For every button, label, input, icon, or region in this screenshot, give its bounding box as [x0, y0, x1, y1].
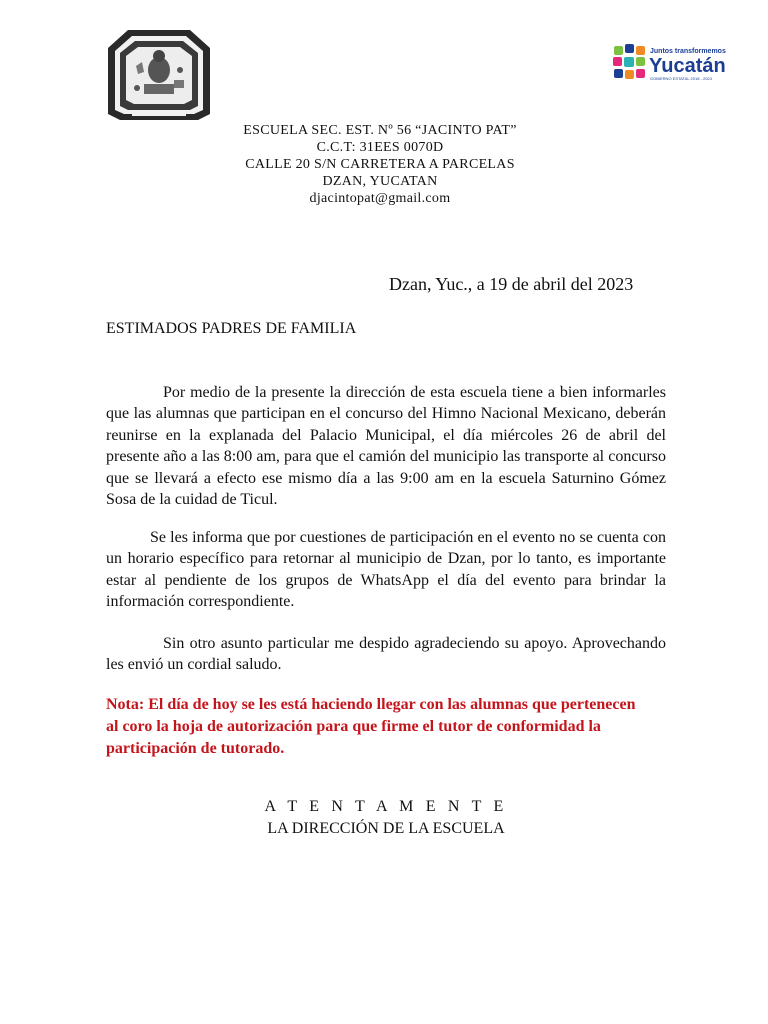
authorization-note: Nota: El día de hoy se les está haciendo llegar con las alumnas que pertenecen al coro la hoja de autorización para que firme el tutor de conformidad la participación de tutorado.	[106, 696, 636, 757]
body-paragraph-3: Sin otro asunto particular me despido agradeciendo su apoyo. Aprovechando les envió un cordial saludo.	[106, 635, 666, 674]
closing-signature: LA DIRECCIÓN DE LA ESCUELA	[267, 820, 505, 837]
svg-text:GOBIERNO ESTATAL 2018 - 2024: GOBIERNO ESTATAL 2018 - 2024	[650, 76, 712, 81]
svg-text:Juntos transformemos: Juntos transformemos	[650, 48, 726, 55]
school-email: djacintopat@gmail.com	[309, 191, 451, 206]
body-paragraph-1: Por medio de la presente la dirección de esta escuela tiene a bien informarles que las alumnas que participan en el concurso del Himno Nacional Mexicano, deberán reunirse en la explanada del Palacio Municipal, el día miércoles 26 de abril del presente año a las 8:00 am, para que el camión del municipio las transporte al concurso que se llevará a efecto ese mismo día a las 9:00 am en la escuela Saturnino Gómez Sosa de la cuidad de Ticul.	[106, 384, 666, 509]
svg-text:Yucatán: Yucatán	[649, 55, 726, 77]
school-address: CALLE 20 S/N CARRETERA A PARCELAS	[245, 157, 515, 172]
yucatan-government-logo	[612, 43, 744, 85]
school-seal-icon	[106, 26, 212, 122]
school-cct: C.C.T: 31EES 0070D	[316, 140, 444, 155]
body-paragraph-2: Se les informa que por cuestiones de participación en el evento no se cuenta con un horario específico para retornar al municipio de Dzan, por lo tanto, es importante estar al pendiente de los grupos de WhatsApp el día del evento para brindar la información correspondiente.	[106, 529, 666, 611]
letter-greeting: ESTIMADOS PADRES DE FAMILIA	[106, 320, 357, 337]
school-header	[190, 122, 570, 207]
letter-date: Dzan, Yuc., a 19 de abril del 2023	[389, 274, 634, 294]
closing-salutation: A T E N T A M E N T E	[264, 798, 508, 815]
school-seal-logo	[106, 26, 212, 122]
school-city: DZAN, YUCATAN	[322, 174, 438, 189]
school-name: ESCUELA SEC. EST. Nº 56 “JACINTO PAT”	[243, 123, 517, 138]
yucatan-logo-icon	[612, 43, 744, 85]
